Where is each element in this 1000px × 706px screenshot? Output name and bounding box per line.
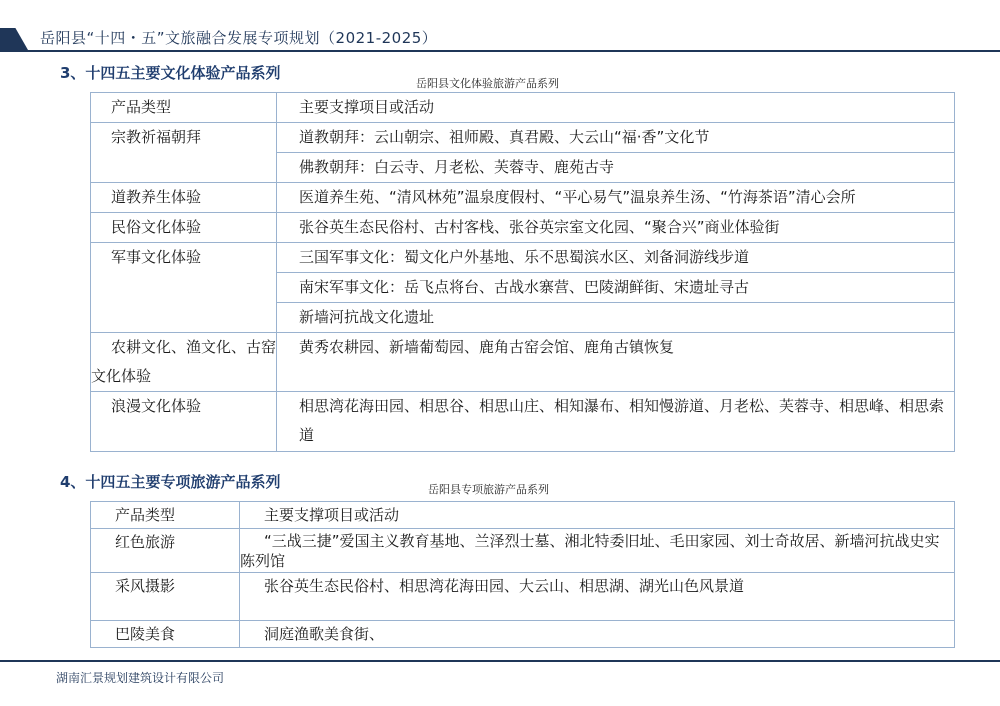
category-cell: 红色旅游 <box>91 529 240 573</box>
project-cell: 医道养生苑、“清风林苑”温泉度假村、“平心易气”温泉养生汤、“竹海茶语”清心会所 <box>277 183 955 213</box>
column-header-type: 产品类型 <box>91 93 277 123</box>
footer-company-name: 湖南汇景规划建筑设计有限公司 <box>56 671 225 685</box>
section-4-table-caption: 岳阳县专项旅游产品系列 <box>428 483 549 496</box>
project-cell <box>277 392 955 452</box>
table-row <box>91 529 955 573</box>
category-cell: 道教养生体验 <box>91 183 277 213</box>
project-cell: 南宋军事文化：岳飞点将台、古战水寨营、巴陵湖鲜街、宋遗址寻古 <box>277 273 955 303</box>
table-row <box>91 333 955 392</box>
project-cell: 黄秀农耕园、新墙葡萄园、鹿角古窑会馆、鹿角古镇恢复 <box>277 333 955 392</box>
project-cell: 三国军事文化：蜀文化户外基地、乐不思蜀滨水区、刘备洞游线步道 <box>277 243 955 273</box>
project-cell: 新墙河抗战文化遗址 <box>277 303 955 333</box>
category-cell: 采风摄影 <box>91 573 240 621</box>
table-header-row <box>91 502 955 529</box>
column-header-projects: 主要支撑项目或活动 <box>277 93 955 123</box>
table-row <box>91 243 955 273</box>
table-row <box>91 392 955 452</box>
culture-products-table <box>90 92 955 452</box>
header-accent-shape <box>0 28 28 50</box>
table-row <box>91 123 955 153</box>
section-3-table-caption: 岳阳县文化体验旅游产品系列 <box>416 77 559 90</box>
table-row <box>91 183 955 213</box>
project-cell-text: 相思湾花海田园、相思谷、相思山庄、相知瀑布、相知慢游道、月老松、芙蓉寺、相思峰、相思索道 <box>299 397 945 444</box>
special-products-table <box>90 501 955 648</box>
page-header-title: 岳阳县“十四・五”文旅融合发展专项规划（2021-2025） <box>40 29 438 47</box>
header-divider <box>0 50 1000 52</box>
column-header-type: 产品类型 <box>91 502 240 529</box>
section-3-heading: 3、十四五主要文化体验产品系列 <box>60 64 281 82</box>
project-cell-line <box>299 392 952 450</box>
project-cell: “三战三捷”爱国主义教育基地、兰泽烈士墓、湘北特委旧址、毛田家园、刘士奇故居、新墙河抗战史实陈列馆 <box>240 529 955 573</box>
category-cell: 军事文化体验 <box>91 243 277 333</box>
project-cell: 张谷英生态民俗村、相思湾花海田园、大云山、相思湖、湖光山色风景道 <box>240 573 955 621</box>
project-cell: 道教朝拜：云山朝宗、祖师殿、真君殿、大云山“福·香”文化节 <box>277 123 955 153</box>
category-cell: 浪漫文化体验 <box>91 392 277 452</box>
project-cell: 张谷英生态民俗村、古村客栈、张谷英宗室文化园、“聚合兴”商业体验街 <box>277 213 955 243</box>
section-4-heading: 4、十四五主要专项旅游产品系列 <box>60 473 281 491</box>
column-header-projects: 主要支撑项目或活动 <box>240 502 955 529</box>
category-cell: 农耕文化、渔文化、古窑文化体验 <box>91 333 277 392</box>
table-header-row <box>91 93 955 123</box>
footer-divider <box>0 660 1000 662</box>
project-cell: 洞庭渔歌美食街、 <box>240 621 955 648</box>
project-cell: 佛教朝拜：白云寺、月老松、芙蓉寺、鹿苑古寺 <box>277 153 955 183</box>
table-row <box>91 621 955 648</box>
category-cell: 宗教祈福朝拜 <box>91 123 277 183</box>
table-row <box>91 573 955 621</box>
category-cell: 民俗文化体验 <box>91 213 277 243</box>
category-cell: 巴陵美食 <box>91 621 240 648</box>
table-row <box>91 213 955 243</box>
